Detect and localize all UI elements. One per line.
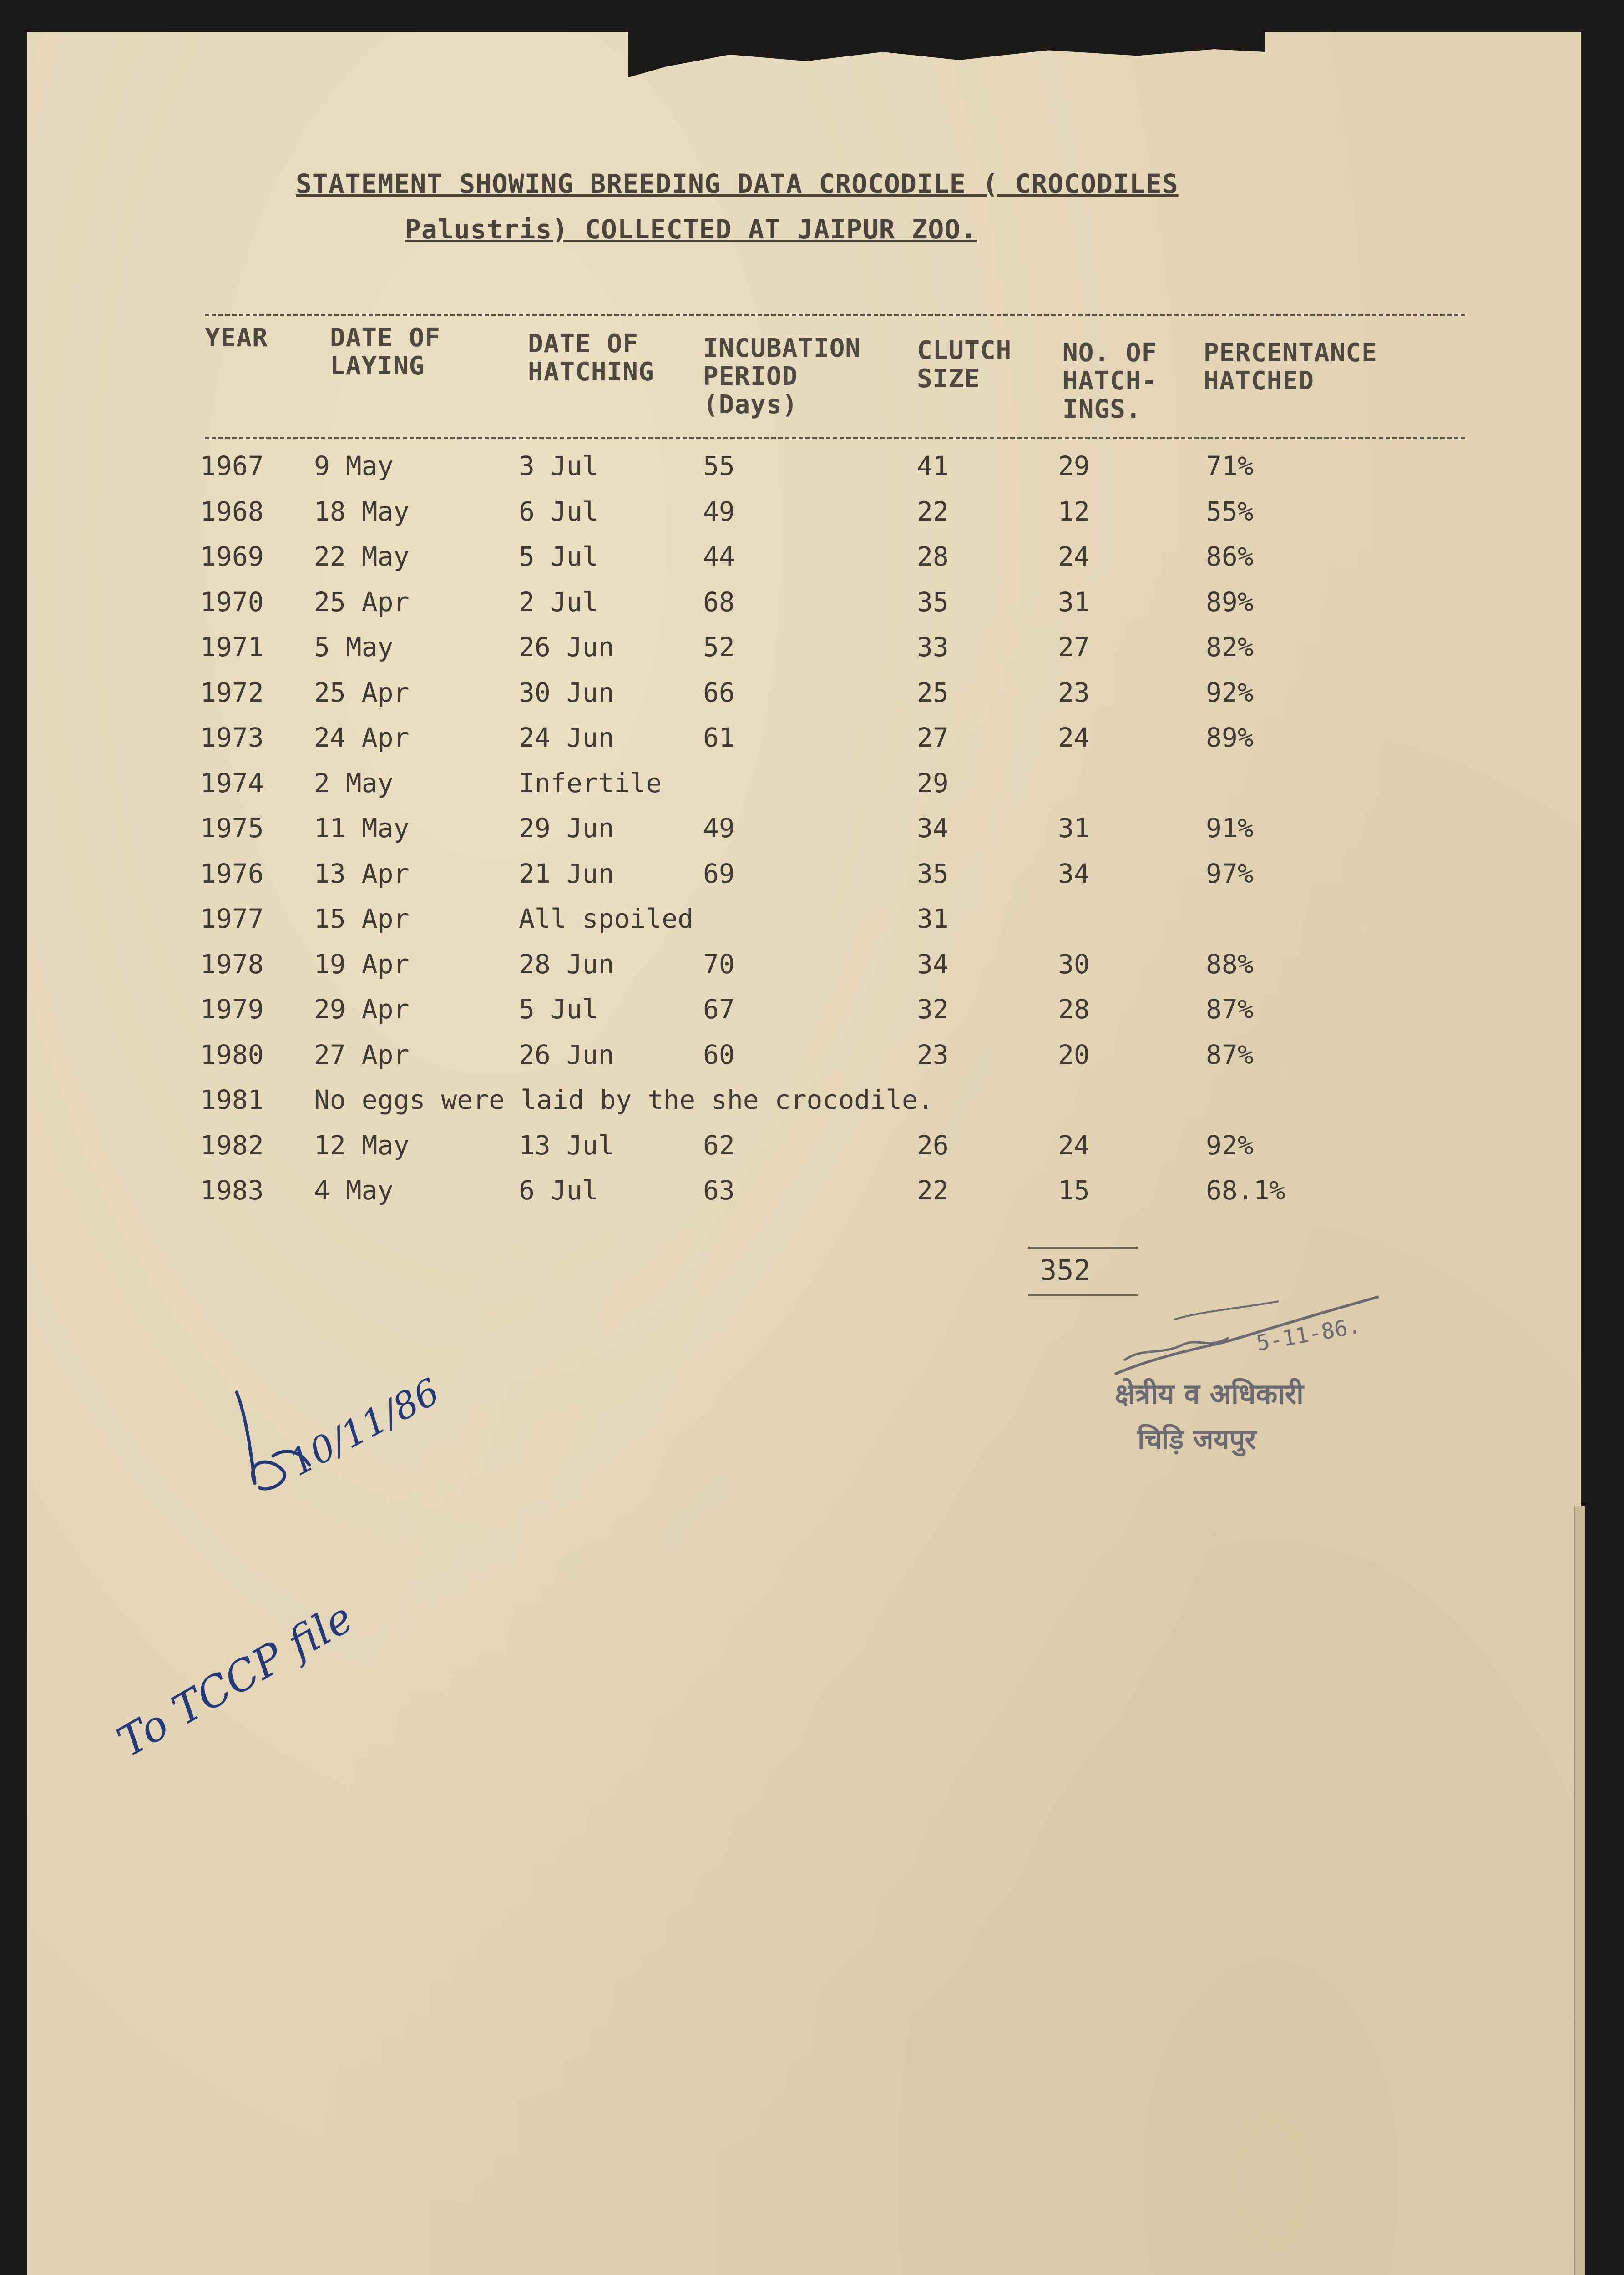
header-date-of-laying: DATE OF LAYING: [330, 323, 441, 381]
cell-percent: 87%: [1206, 1039, 1254, 1070]
cell-hatching: 28 Jun: [519, 949, 614, 980]
cell-percent: 87%: [1206, 994, 1254, 1025]
cell-year: 1979: [200, 994, 264, 1025]
header-rule-bottom: [205, 437, 1465, 439]
cell-incubation: 62: [703, 1130, 735, 1161]
title-line-1: STATEMENT SHOWING BREEDING DATA CROCODILE ( CROCODILES: [296, 168, 1179, 199]
cell-percent: 92%: [1206, 677, 1254, 708]
cell-hatchings: 15: [1058, 1175, 1090, 1206]
cell-hatching: 26 Jun: [519, 632, 614, 662]
cell-year: 1967: [200, 450, 264, 481]
cell-hatching: 21 Jun: [519, 858, 614, 889]
cell-year: 1982: [200, 1130, 264, 1161]
sum-rule-top: [1028, 1247, 1138, 1249]
cell-clutch: 33: [917, 632, 949, 662]
cell-laying: 11 May: [314, 813, 410, 844]
cell-percent: 92%: [1206, 1130, 1254, 1161]
cell-year: 1983: [200, 1175, 264, 1206]
cell-incubation: 52: [703, 632, 735, 662]
cell-laying: 22 May: [314, 541, 410, 572]
cell-year: 1969: [200, 541, 264, 572]
cell-laying: 2 May: [314, 768, 394, 799]
cell-percent: 89%: [1206, 722, 1254, 753]
header-rule-top: [205, 314, 1465, 316]
cell-incubation: 60: [703, 1039, 735, 1070]
cell-laying: 27 Apr: [314, 1039, 410, 1070]
page-fold: [1574, 1506, 1585, 2275]
cell-hatching: 13 Jul: [519, 1130, 614, 1161]
cell-hatchings: 28: [1058, 994, 1090, 1025]
cell-clutch: 28: [917, 541, 949, 572]
cell-hatching: 5 Jul: [519, 541, 598, 572]
cell-laying: 15 Apr: [314, 903, 410, 934]
cell-laying: 9 May: [314, 450, 394, 481]
cell-year: 1980: [200, 1039, 264, 1070]
cell-clutch: 23: [917, 1039, 949, 1070]
title-line-2: Palustris) COLLECTED AT JAIPUR ZOO.: [405, 214, 977, 245]
cell-laying: 25 Apr: [314, 586, 410, 617]
cell-clutch: 22: [917, 1175, 949, 1206]
office-stamp-line-2: चिड़ि जयपुर: [1138, 1424, 1256, 1456]
cell-incubation: 49: [703, 496, 735, 527]
handwritten-file-note: To TCCP file: [109, 1593, 361, 1767]
cell-clutch: 29: [917, 768, 949, 799]
cell-laying: 19 Apr: [314, 949, 410, 980]
cell-hatching: 2 Jul: [519, 586, 598, 617]
cell-percent: 71%: [1206, 450, 1254, 481]
cell-hatching: 29 Jun: [519, 813, 614, 844]
cell-year: 1971: [200, 632, 264, 662]
cell-hatchings: 20: [1058, 1039, 1090, 1070]
header-year: YEAR: [205, 323, 268, 353]
cell-clutch: 41: [917, 450, 949, 481]
cell-year: 1977: [200, 903, 264, 934]
cell-hatchings: 12: [1058, 496, 1090, 527]
cell-clutch: 34: [917, 949, 949, 980]
cell-incubation: 49: [703, 813, 735, 844]
cell-hatchings: 30: [1058, 949, 1090, 980]
cell-percent: 91%: [1206, 813, 1254, 844]
cell-clutch: 22: [917, 496, 949, 527]
cell-hatching: 3 Jul: [519, 450, 598, 481]
cell-percent: 97%: [1206, 858, 1254, 889]
cell-incubation: 61: [703, 722, 735, 753]
cell-clutch: 32: [917, 994, 949, 1025]
cell-laying: 18 May: [314, 496, 410, 527]
cell-year: 1981: [200, 1084, 264, 1115]
cell-hatchings: 23: [1058, 677, 1090, 708]
cell-year: 1978: [200, 949, 264, 980]
cell-year: 1970: [200, 586, 264, 617]
header-date-of-hatching: DATE OF HATCHING: [528, 329, 654, 387]
cell-hatching: 5 Jul: [519, 994, 598, 1025]
cell-hatchings: 24: [1058, 541, 1090, 572]
cell-percent: 55%: [1206, 496, 1254, 527]
cell-percent: 89%: [1206, 586, 1254, 617]
header-no-of-hatchings: NO. OF HATCH- INGS.: [1062, 338, 1158, 424]
cell-laying: 24 Apr: [314, 722, 410, 753]
cell-incubation: 69: [703, 858, 735, 889]
cell-year: 1976: [200, 858, 264, 889]
cell-hatching: Infertile: [519, 768, 662, 799]
cell-hatchings: 31: [1058, 586, 1090, 617]
cell-hatchings: 27: [1058, 632, 1090, 662]
cell-incubation: 44: [703, 541, 735, 572]
total-hatchings: 352: [1040, 1254, 1091, 1287]
cell-hatchings: 34: [1058, 858, 1090, 889]
cell-clutch: 25: [917, 677, 949, 708]
cell-laying: 29 Apr: [314, 994, 410, 1025]
cell-clutch: 35: [917, 586, 949, 617]
cell-year: 1975: [200, 813, 264, 844]
handwritten-date: 10/11/86: [282, 1370, 446, 1485]
cell-incubation: 55: [703, 450, 735, 481]
cell-laying: 25 Apr: [314, 677, 410, 708]
cell-percent: 86%: [1206, 541, 1254, 572]
cell-hatchings: 29: [1058, 450, 1090, 481]
cell-clutch: 35: [917, 858, 949, 889]
cell-hatchings: 24: [1058, 1130, 1090, 1161]
cell-laying: 4 May: [314, 1175, 394, 1206]
header-clutch-size: CLUTCH SIZE: [917, 336, 1012, 394]
cell-year: 1968: [200, 496, 264, 527]
header-incubation-period: INCUBATION PERIOD (Days): [703, 334, 861, 420]
office-stamp-line-1: क्षेत्रीय व अधिकारी: [1115, 1377, 1304, 1410]
cell-clutch: 34: [917, 813, 949, 844]
cell-incubation: 66: [703, 677, 735, 708]
cell-year: 1974: [200, 768, 264, 799]
header-percentage-hatched: PERCENTANCE HATCHED: [1204, 338, 1377, 396]
cell-incubation: 70: [703, 949, 735, 980]
cell-percent: 82%: [1206, 632, 1254, 662]
cell-incubation: 68: [703, 586, 735, 617]
cell-clutch: 31: [917, 903, 949, 934]
cell-note: No eggs were laid by the she crocodile.: [314, 1084, 934, 1115]
cell-hatching: 6 Jul: [519, 496, 598, 527]
cell-laying: 13 Apr: [314, 858, 410, 889]
cell-year: 1972: [200, 677, 264, 708]
cell-hatching: 30 Jun: [519, 677, 614, 708]
cell-laying: 12 May: [314, 1130, 410, 1161]
cell-clutch: 27: [917, 722, 949, 753]
cell-laying: 5 May: [314, 632, 394, 662]
cell-clutch: 26: [917, 1130, 949, 1161]
cell-percent: 68.1%: [1206, 1175, 1285, 1206]
signature-date: 5-11-86.: [1254, 1313, 1363, 1356]
cell-hatching: 26 Jun: [519, 1039, 614, 1070]
cell-incubation: 67: [703, 994, 735, 1025]
cell-hatching: 6 Jul: [519, 1175, 598, 1206]
cell-year: 1973: [200, 722, 264, 753]
cell-percent: 88%: [1206, 949, 1254, 980]
cell-hatchings: 31: [1058, 813, 1090, 844]
cell-hatchings: 24: [1058, 722, 1090, 753]
cell-hatching: All spoiled: [519, 903, 694, 934]
cell-incubation: 63: [703, 1175, 735, 1206]
cell-hatching: 24 Jun: [519, 722, 614, 753]
